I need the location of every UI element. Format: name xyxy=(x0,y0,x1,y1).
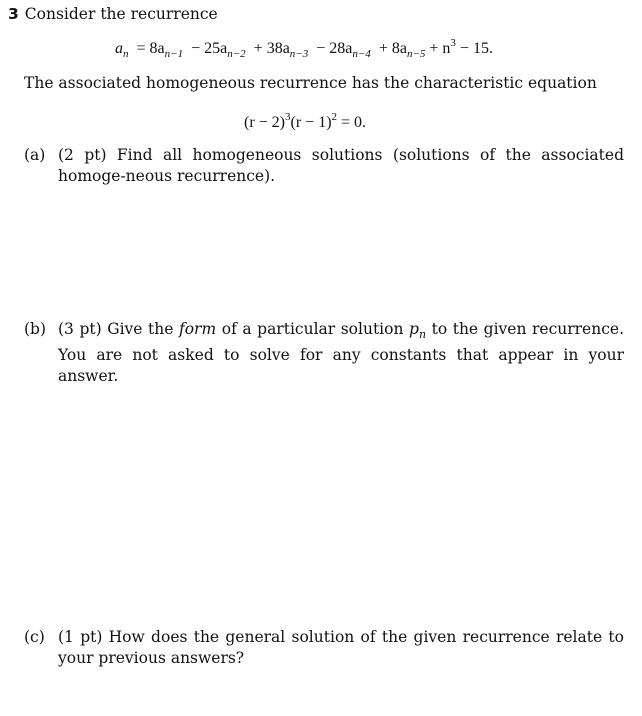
part-a-text: (2 pt) Find all homogeneous solutions (solutions of the associated homoge-neous recurrence). xyxy=(58,146,624,185)
part-a xyxy=(24,145,624,187)
eq-term-3: 28a xyxy=(329,40,353,57)
part-b-text-mid: of a particular solution xyxy=(221,320,404,338)
eq-sub-2: n−3 xyxy=(289,48,309,60)
recurrence-equation xyxy=(115,37,493,60)
eq-term-1: 25a xyxy=(204,40,228,57)
eq-op-4: + xyxy=(378,40,388,57)
eq-term-0: 8a xyxy=(149,40,165,57)
part-b-text xyxy=(58,319,624,387)
problem-number: 3 xyxy=(8,5,19,23)
part-c xyxy=(24,627,624,669)
part-b-label: (b) xyxy=(24,320,47,338)
intro-text: The associated homogeneous recurrence has the characteristic equation xyxy=(24,74,597,92)
problem-heading xyxy=(8,5,218,23)
eq-term-4: 8a xyxy=(391,40,407,57)
part-b-text-before: (3 pt) Give the xyxy=(58,320,174,338)
eq-lhs: a xyxy=(115,40,123,57)
eq-op-1: − xyxy=(191,40,201,57)
part-b-text-after: to the given recurrence. You are not asked to solve for any constants that appear in your answer. xyxy=(58,320,624,385)
part-a-label: (a) xyxy=(24,146,46,164)
char-exp-1: 3 xyxy=(285,111,291,123)
char-exp-2: 2 xyxy=(331,111,338,123)
characteristic-equation xyxy=(244,111,366,132)
eq-term-2: 38a xyxy=(266,40,290,57)
eq-lhs-sub: n xyxy=(123,48,129,60)
eq-tail-exp: 3 xyxy=(450,37,456,49)
eq-sub-1: n−2 xyxy=(227,48,246,60)
part-b xyxy=(24,319,624,387)
char-factor-1: (r − 2) xyxy=(244,114,286,131)
part-b-var: p xyxy=(409,320,419,338)
part-c-label: (c) xyxy=(24,628,45,646)
eq-op-2: + xyxy=(253,40,263,57)
eq-tail: + n xyxy=(429,40,451,57)
eq-sub-3: n−4 xyxy=(352,48,371,60)
char-factor-2: (r − 1) xyxy=(290,114,332,131)
eq-sub-4: n−5 xyxy=(406,48,426,60)
eq-op-0: = xyxy=(136,40,146,57)
part-c-text: (1 pt) How does the general solution of the given recurrence relate to your previous answers? xyxy=(58,628,624,667)
eq-tail-end: − 15. xyxy=(459,40,493,57)
problem-heading-text: Consider the recurrence xyxy=(24,5,218,23)
eq-op-3: − xyxy=(316,40,326,57)
eq-sub-0: n−1 xyxy=(164,48,184,60)
part-b-emph: form xyxy=(178,320,217,338)
part-b-var-sub: n xyxy=(418,328,427,341)
char-rhs: = 0. xyxy=(341,114,367,131)
